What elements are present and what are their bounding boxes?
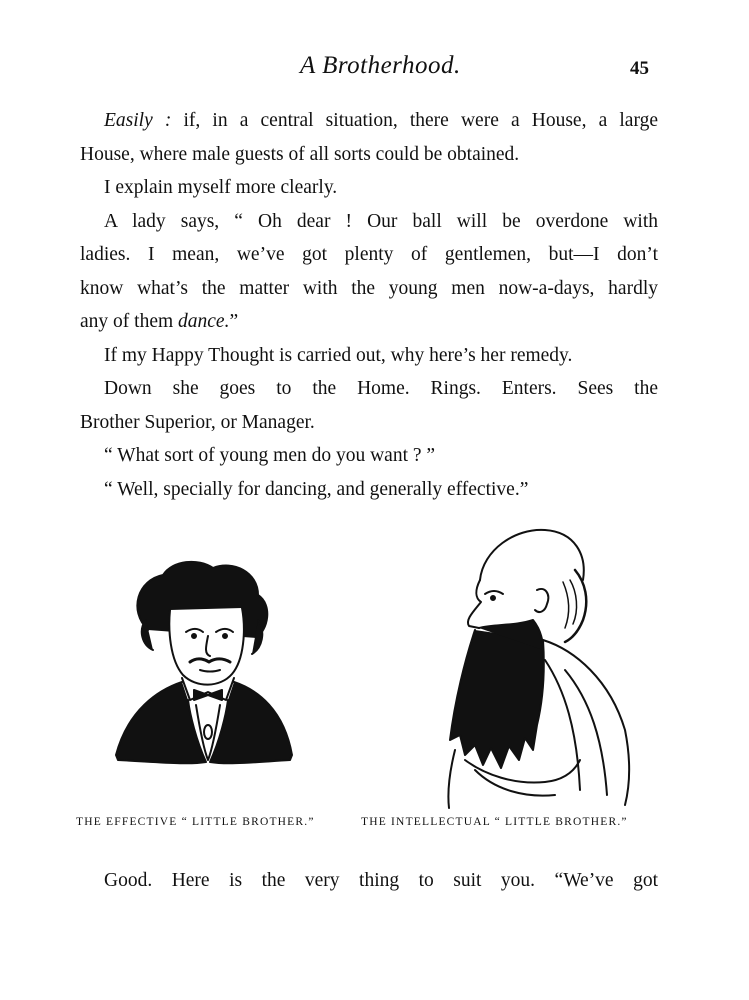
illustrations	[0, 520, 749, 820]
caption-effective-brother: THE EFFECTIVE “ LITTLE BROTHER.”	[76, 816, 315, 828]
continuation-text	[80, 864, 658, 898]
paragraph-3-line-2: ladies. I mean, we’ve got plenty of gentlemen, but—I don’t	[80, 244, 658, 265]
paragraph-7: “ Well, specially for dancing, and generally effective.”	[104, 478, 529, 500]
paragraph-3-line-1: A lady says, “ Oh dear ! Our ball will be overdone with	[104, 210, 658, 232]
effective-brother-illustration	[108, 550, 298, 775]
paragraph-3-line-4	[80, 305, 658, 339]
emphasis-easily: Easily :	[104, 110, 172, 131]
paragraph-4: If my Happy Thought is carried out, why here’s her remedy.	[104, 344, 573, 366]
emphasis-dance: dance.	[178, 311, 230, 332]
continuation-line: Good. Here is the very thing to suit you. “We’ve got	[104, 870, 658, 891]
paragraph-5-line-1: Down she goes to the Home. Rings. Enters. Sees the	[104, 378, 658, 399]
paragraph-3-line-3: know what’s the matter with the young men now-a-days, hardly	[80, 277, 658, 299]
paragraph-5-line-2: Brother Superior, or Manager.	[80, 411, 315, 433]
body-text	[80, 104, 658, 506]
intellectual-brother-illustration	[425, 520, 635, 810]
paragraph-2: I explain myself more clearly.	[104, 177, 338, 198]
paragraph-1-line-1	[80, 104, 658, 138]
running-title: A Brotherhood.	[300, 52, 461, 79]
caption-intellectual-brother: THE INTELLECTUAL “ LITTLE BROTHER.”	[361, 816, 628, 828]
paragraph-1-line-2: House, where male guests of all sorts could be obtained.	[80, 143, 520, 165]
paragraph-3-line-4-end: ”	[229, 311, 239, 332]
running-head	[0, 52, 749, 88]
paragraph-3-line-4-start: any of them	[80, 311, 179, 332]
page-number: 45	[630, 58, 649, 79]
paragraph-1-line-1-rest: if, in a central situation, there were a House, a large	[171, 110, 659, 131]
paragraph-6: “ What sort of young men do you want ? ”	[104, 445, 436, 466]
